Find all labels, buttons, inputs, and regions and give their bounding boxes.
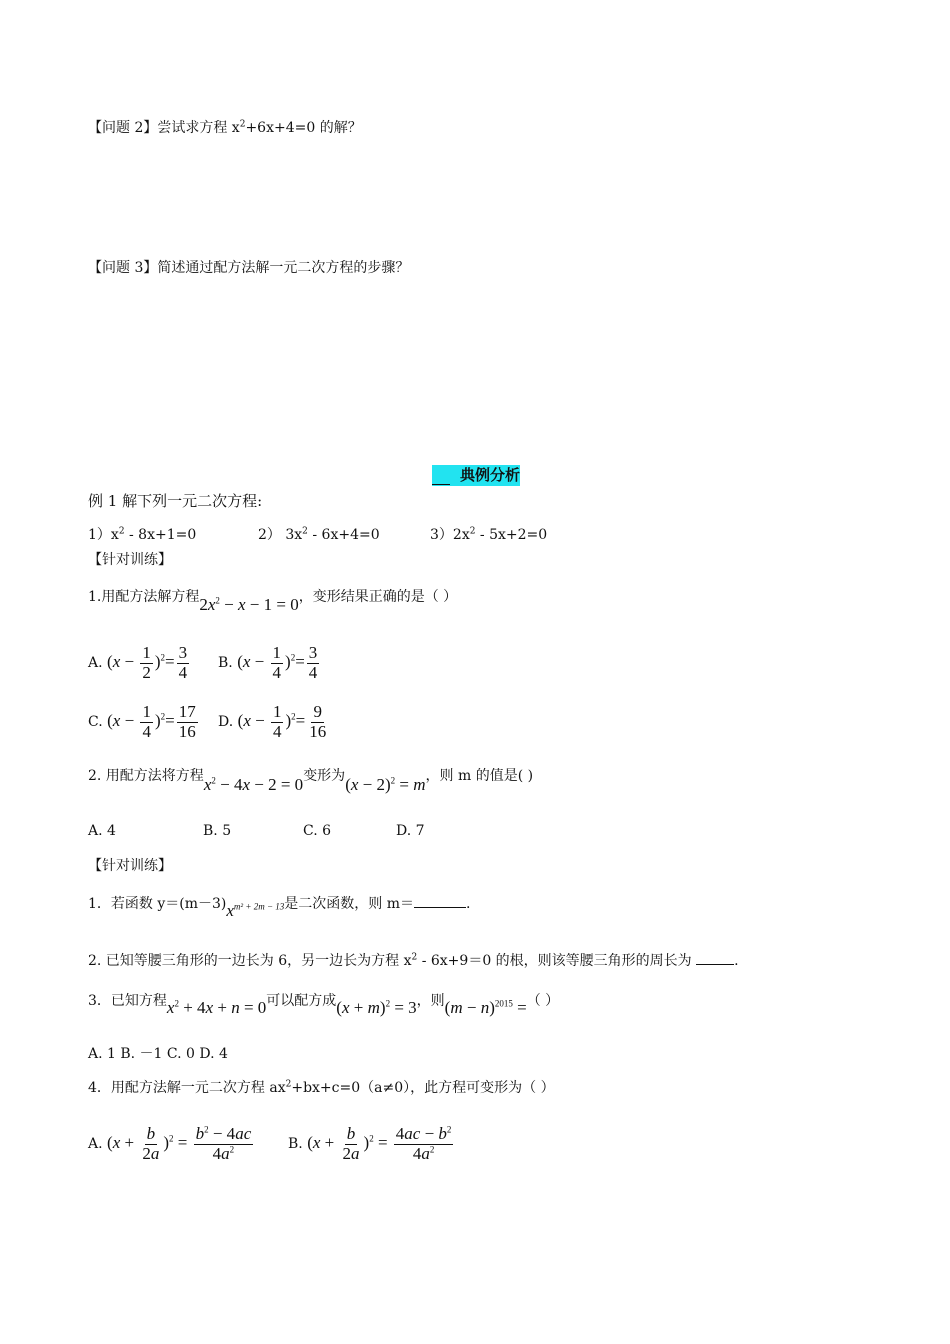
option-A: A. (x − $\frac{1}{2}$ )$^2$= $\frac{3}{4}$ xyxy=(88,643,188,682)
training-2-question-3: 3．已知方程$x^2 + 4x + n = 0$可以配方成$(x + m)^2 = 3$，则$(m - n)^{2015}$ =（ ） xyxy=(88,993,560,1017)
option-C: C. (x − $\frac{1}{4}$ )$^2$= $\frac{17}{16}$ xyxy=(88,702,196,741)
example-1-title: 例 1 解下列一元二次方程: xyxy=(88,492,263,510)
example-1-part-2: 2） $3x^2 - 6x+4=0$ xyxy=(258,526,380,543)
training-1-q2-option-C: C. 6 xyxy=(303,823,332,839)
option-D: D. (x − $\frac{1}{4}$ )$^2$= $\frac{9}{16}$ xyxy=(218,702,327,741)
training-2-title: 【针对训练】 xyxy=(88,858,172,874)
training-1-question-1: 1.用配方法解方程$2x^2 - x - 1 = 0$，变形结果正确的是（ ） xyxy=(88,589,458,614)
option-B: B. (x − $\frac{1}{4}$ )$^2$= $\frac{3}{4}$ xyxy=(218,643,318,682)
equation: $2x^2 - x - 1 = 0$ xyxy=(199,595,299,614)
training-1-question-2: 2. 用配方法将方程$x^2 - 4x - 2 = 0$变形为$(x - 2)^2 = m$，则 m 的值是( ) xyxy=(88,768,534,794)
training-1-q2-option-A: A. 4 xyxy=(88,823,116,839)
training-2-question-1: 1．若函数 $y=(m-3)x^{m^2 + 2m - 13}$是二次函数，则 m＝ . xyxy=(88,896,471,920)
example-1-part-3: $3)2x^2 - 5x+2=0$ xyxy=(430,526,548,543)
training-2-question-2: 2. 已知等腰三角形的一边长为 6，另一边长为方程 $x^2 - 6x+9=0$ 的根，则该等腰三角形的周长为 . xyxy=(88,952,739,969)
training-2-q4-option-B: B. (x + $\frac{b}{2a}$ )$^2$ = $\frac{4ac - b^2}{4a^2}$ xyxy=(288,1124,452,1163)
training-2-question-4: 4．用配方法解一元二次方程 $ax^2+bx+c=0(a\ne 0)$，此方程可变形为（ ） xyxy=(88,1079,555,1096)
question-2: 【问题 2】尝试求方程 $x^2+6x+4=0$ 的解？ xyxy=(88,119,362,136)
training-2-q4-option-A: A. (x + $\frac{b}{2a}$ )$^2$ = $\frac{b^2 - 4ac}{4a^2}$ xyxy=(88,1124,252,1163)
section-title: 典例分析 xyxy=(432,465,520,486)
question-3: 【问题 3】简述通过配方法解一元二次方程的步骤？ xyxy=(88,260,410,276)
training-2-q3-options: A. 1 B. －1 C. 0 D. 4 xyxy=(88,1046,228,1062)
training-1-q2-option-D: D. 7 xyxy=(396,823,425,839)
example-1-part-1: $1)x^2 - 8x+1=0$ xyxy=(88,526,197,543)
training-1-title: 【针对训练】 xyxy=(88,552,172,568)
training-1-q2-option-B: B. 5 xyxy=(203,823,232,839)
